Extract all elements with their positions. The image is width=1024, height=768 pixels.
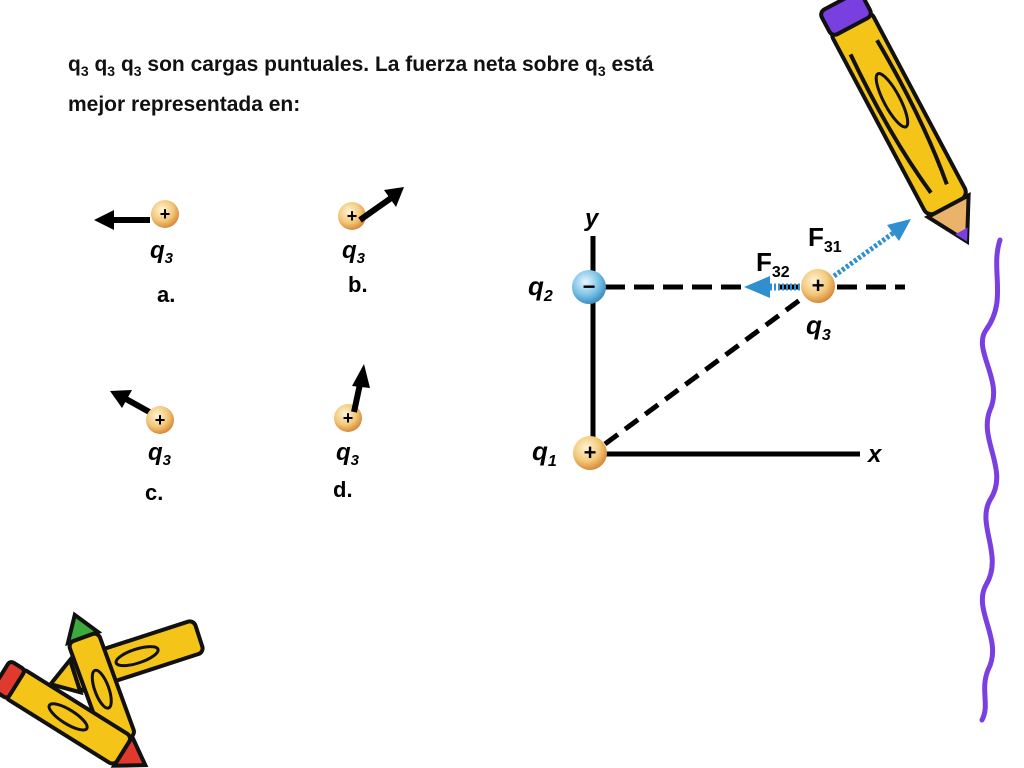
option-letter: b. [348, 272, 368, 297]
arrow-up-right [360, 196, 394, 220]
charge-label: $q_3$ [150, 237, 174, 267]
charge-label: $q_3$ [148, 439, 172, 469]
arrowhead [94, 210, 114, 230]
f32-arrowhead [744, 276, 770, 298]
pencil-icon [819, 0, 987, 252]
f31-label: $F_{31}$ [808, 222, 842, 256]
x-axis-label: x [868, 441, 882, 468]
q3-label: $q_3$ [806, 310, 831, 344]
reference-figure [528, 205, 911, 470]
charge-sign: − [582, 274, 596, 299]
charge-sign: + [583, 440, 597, 465]
dashed-diagonal [605, 294, 808, 444]
option-letter: c. [145, 480, 164, 505]
option-c[interactable] [110, 390, 174, 505]
arrowhead [352, 364, 370, 388]
option-a[interactable] [94, 200, 179, 307]
f32-label: $F_{32}$ [756, 247, 790, 281]
q2-label: $q_2$ [528, 271, 553, 305]
charge-sign: + [811, 273, 825, 298]
charge-sign: + [342, 408, 354, 428]
option-letter: d. [333, 477, 353, 502]
y-axis-label: y [585, 205, 599, 232]
option-letter: a. [157, 282, 176, 307]
charge-label: $q_3$ [342, 237, 366, 267]
squiggle-border [982, 240, 1000, 720]
option-d[interactable] [333, 364, 370, 502]
q1-label: $q_1$ [532, 436, 557, 470]
option-b[interactable] [338, 187, 404, 297]
arrow-up [354, 384, 360, 412]
question-line-2: mejor representada en: [68, 93, 301, 117]
question-line-1: $q_3$ $q_3$ $q_3$ son cargas puntuales. La fuerza neta sobre $q_3$ está [68, 53, 654, 80]
f31-arrow [834, 231, 896, 276]
charge-label: $q_3$ [336, 439, 360, 469]
f31-arrowhead [887, 219, 911, 241]
charge-sign: + [346, 206, 358, 226]
charge-sign: + [159, 204, 171, 224]
charge-sign: + [154, 410, 166, 430]
